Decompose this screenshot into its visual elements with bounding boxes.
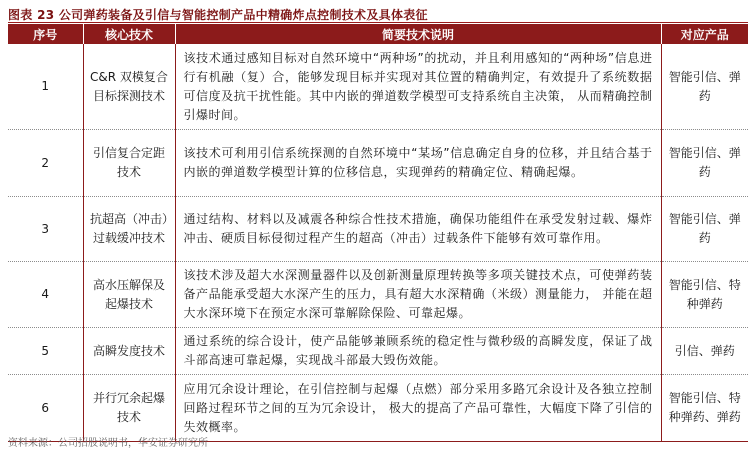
tech-table — [8, 24, 748, 442]
core-tech: 抗超高（冲击）过载缓冲技术 — [83, 197, 175, 262]
core-tech: 高水压解保及起爆技术 — [83, 262, 175, 328]
header-desc: 简要技术说明 — [175, 24, 661, 44]
figure-title — [8, 4, 748, 23]
row-number: 4 — [8, 262, 83, 328]
product: 智能引信、特种弹药、弹药 — [661, 375, 748, 442]
table-row — [8, 197, 748, 262]
row-number: 3 — [8, 197, 83, 262]
table-row — [8, 130, 748, 197]
product: 引信、弹药 — [661, 328, 748, 375]
product: 智能引信、特种弹药 — [661, 262, 748, 328]
core-tech: 引信复合定距技术 — [83, 130, 175, 197]
row-number: 2 — [8, 130, 83, 197]
tech-description: 通过结构、材料以及减震各种综合性技术措施，确保功能组件在承受发射过载、爆炸冲击、硬质目标侵彻过程产生的超高（冲击）过载条件下能够有效可靠作用。 — [175, 197, 661, 262]
table-row — [8, 328, 748, 375]
core-tech: 高瞬发度技术 — [83, 328, 175, 375]
product: 智能引信、弹药 — [661, 44, 748, 130]
source-note: 资料来源：公司招股说明书，华安证券研究所 — [8, 438, 208, 449]
tech-description: 该技术涉及超大水深测量器件以及创新测量原理转换等多项关键技术点，可使弹药装备产品能承受超大水深产生的压力，具有超大水深精确（米级）测量能力， 并能在超大水深环境下在预定水深可靠解除保险、可靠起爆。 — [175, 262, 661, 328]
header-tech: 核心技术 — [83, 24, 175, 44]
tech-description: 该技术通过感知目标对自然环境中“两种场”的扰动，并且利用感知的“两种场”信息进行有机融（复）合，能够发现目标并实现对其位置的精确判定，有效提升了系统数据可信度及抗干扰性能。其中内嵌的弹道数学模型可支持系统自主决策， 从而精确控制引爆时间。 — [175, 44, 661, 130]
table-header-row — [8, 24, 748, 44]
row-number: 6 — [8, 375, 83, 442]
tech-description: 应用冗余设计理论，在引信控制与起爆（点燃）部分采用多路冗余设计及各独立控制回路过程环节之间的互为冗余设计， 极大的提高了产品可靠性，大幅度下降了引信的失效概率。 — [175, 375, 661, 442]
table-row — [8, 375, 748, 442]
figure-title-text: 图表 23 公司弹药装备及引信与智能控制产品中精确炸点控制技术及具体表征 — [8, 8, 428, 22]
tech-description: 通过系统的综合设计，使产品能够兼顾系统的稳定性与微秒级的高瞬发度，保证了战斗部高速可靠起爆，实现战斗部最大毁伤效能。 — [175, 328, 661, 375]
table-row — [8, 262, 748, 328]
tech-description: 该技术可利用引信系统探测的自然环境中“某场”信息确定自身的位移，并且结合基于内嵌的弹道数学模型计算的位移信息，实现弹药的精确定位、精确起爆。 — [175, 130, 661, 197]
header-product: 对应产品 — [661, 24, 748, 44]
row-number: 1 — [8, 44, 83, 130]
row-number: 5 — [8, 328, 83, 375]
header-no: 序号 — [8, 24, 83, 44]
product: 智能引信、弹药 — [661, 130, 748, 197]
core-tech: 并行冗余起爆技术 — [83, 375, 175, 442]
product: 智能引信、弹药 — [661, 197, 748, 262]
core-tech: C&R 双模复合目标探测技术 — [83, 44, 175, 130]
table-row — [8, 44, 748, 130]
